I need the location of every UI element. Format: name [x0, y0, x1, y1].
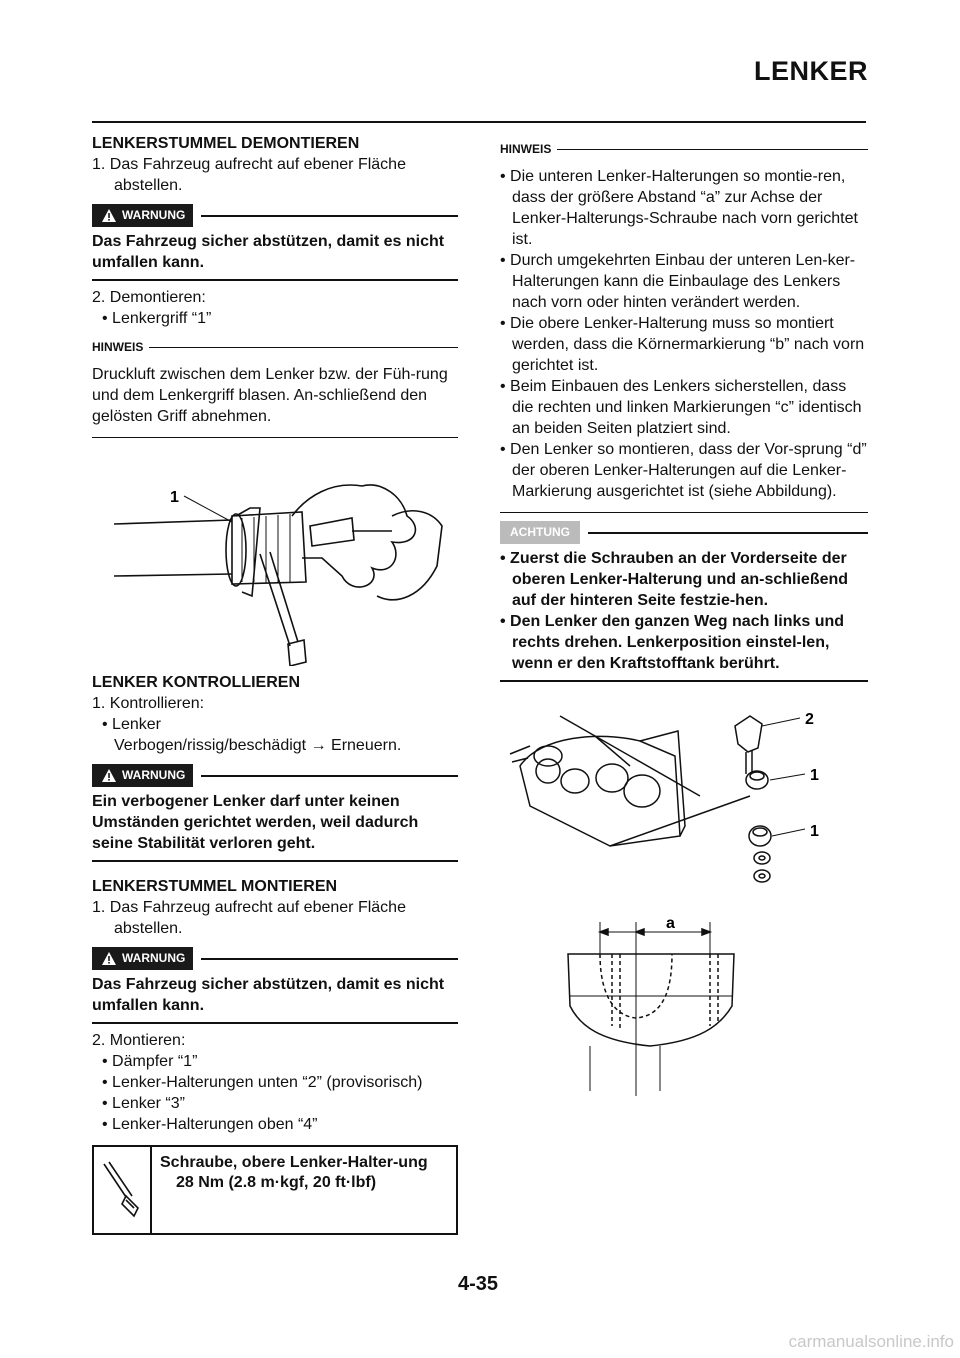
note-item: • Die unteren Lenker-Halterungen so montie-ren, dass der größere Abstand “a” zur Achse der Lenker-Halterungs-Schraube nach vorn gerichtet ist.: [500, 168, 858, 248]
figure-callout: 2: [805, 711, 814, 728]
note-header: [92, 337, 458, 358]
note-item: • Durch umgekehrten Einbau der unteren Len-ker-Halterungen kann die Einbaulage des Lenkers nach vorn oder hinten verändert werden.: [500, 252, 856, 311]
list-item: • Lenker-Halterungen unten “2” (provisorisch): [102, 1074, 423, 1091]
figure-callout: 1: [810, 823, 819, 840]
dimension-label: a: [666, 915, 675, 932]
grip-removal-figure: [92, 446, 458, 666]
warning-label: WARNUNG: [122, 768, 186, 782]
warning-icon: [102, 769, 116, 782]
page-number: 4-35: [458, 1273, 499, 1295]
left-column: [92, 133, 458, 1235]
warning-text: Das Fahrzeug sicher abstützen, damit es nicht umfallen kann.: [92, 976, 445, 1014]
note-item: • Den Lenker so montieren, dass der Vor-sprung “d” der oberen Lenker-Halterungen auf die Lenker-Markierung ausgerichtet ist (siehe Abbildung).: [500, 441, 867, 500]
warning-icon: [102, 952, 116, 965]
list-item: • Lenker “3”: [102, 1095, 185, 1112]
torque-spec-value: 28 Nm (2.8 m·kgf, 20 ft·lbf): [176, 1174, 377, 1191]
caution-item: • Zuerst die Schrauben an der Vorderseite der oberen Lenker-Halterung und an-schließend auf der hinteren Seite festzie-hen.: [500, 550, 849, 609]
warning-icon: [102, 209, 116, 222]
step-text: 1. Kontrollieren:: [92, 695, 205, 712]
note-label: HINWEIS: [500, 142, 552, 156]
watermark: carmanualsonline.info: [788, 1332, 954, 1351]
step-text: 2. Demontieren:: [92, 289, 206, 306]
step-text: 2. Montieren:: [92, 1032, 186, 1049]
warning-end-rule: [92, 1022, 458, 1024]
section-title-check: LENKER KONTROLLIEREN: [92, 674, 300, 691]
handlebar-holder-figure: [500, 696, 868, 1106]
torque-spec-name: Schraube, obere Lenker-Halter-ung: [160, 1154, 428, 1171]
note-end-rule: [500, 512, 868, 513]
warning-badge: [92, 947, 193, 970]
list-item: • Lenker: [102, 716, 161, 733]
list-item-detail: Verbogen/rissig/beschädigt → Erneuern.: [114, 737, 402, 754]
torque-wrench-icon: [94, 1147, 152, 1233]
note-item: • Beim Einbauen des Lenkers sicherstellen, dass die rechten und linken Markierungen “c” identisch an beiden Seiten platziert sind.: [500, 378, 862, 437]
warning-header: [92, 764, 458, 787]
caution-end-rule: [500, 680, 868, 682]
warning-header: [92, 947, 458, 970]
note-item: • Die obere Lenker-Halterung muss so montiert werden, dass die Körnermarkierung “b” nach vorn gerichtet ist.: [500, 315, 865, 374]
header-divider: [92, 121, 866, 123]
warning-label: WARNUNG: [122, 951, 186, 965]
figure-callout: 1: [810, 767, 819, 784]
step-text: 1. Das Fahrzeug aufrecht auf ebener Fläche abstellen.: [92, 156, 406, 194]
warning-text: Ein verbogener Lenker darf unter keinen Umständen gerichtet werden, weil dadurch seine Stabilität verloren geht.: [92, 793, 419, 852]
warning-badge: [92, 204, 193, 227]
warning-label: WARNUNG: [122, 208, 186, 222]
step-text: 1. Das Fahrzeug aufrecht auf ebener Fläche abstellen.: [92, 899, 406, 937]
right-column: [500, 133, 868, 1106]
warning-end-rule: [92, 279, 458, 281]
caution-header: [500, 521, 868, 544]
page-title: LENKER: [753, 56, 868, 86]
note-label: HINWEIS: [92, 340, 144, 354]
note-header: [500, 139, 868, 160]
list-item: • Dämpfer “1”: [102, 1053, 198, 1070]
note-end-rule: [92, 437, 458, 438]
list-item: • Lenkergriff “1”: [102, 310, 212, 327]
warning-header: [92, 204, 458, 227]
note-text: Druckluft zwischen dem Lenker bzw. der Füh-rung und dem Lenkergriff blasen. An-schließend den gelösten Griff abnehmen.: [92, 366, 448, 425]
warning-end-rule: [92, 860, 458, 862]
caution-badge: ACHTUNG: [500, 521, 580, 544]
list-item: • Lenker-Halterungen oben “4”: [102, 1116, 318, 1133]
caution-item: • Den Lenker den ganzen Weg nach links und rechts drehen. Lenkerposition einstel-len, wenn er den Kraftstofftank berührt.: [500, 613, 845, 672]
torque-spec-box: [92, 1145, 458, 1235]
warning-badge: [92, 764, 193, 787]
section-title-install: LENKERSTUMMEL MONTIEREN: [92, 878, 338, 895]
warning-text: Das Fahrzeug sicher abstützen, damit es nicht umfallen kann.: [92, 233, 445, 271]
figure-callout: 1: [170, 489, 179, 506]
section-title-remove: LENKERSTUMMEL DEMONTIEREN: [92, 135, 360, 152]
